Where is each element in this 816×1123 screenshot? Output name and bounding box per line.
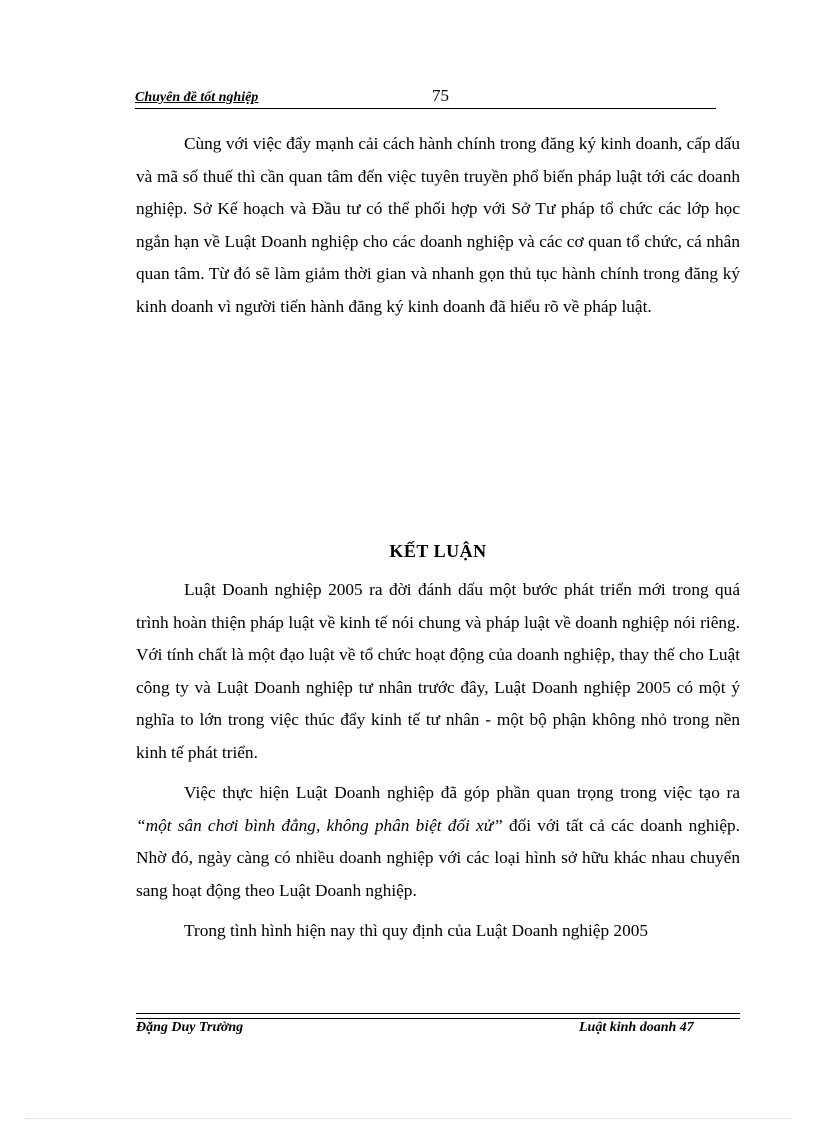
header-title: Chuyên đề tốt nghiệp bbox=[135, 90, 259, 105]
blank-space bbox=[136, 331, 740, 541]
page-edge-divider bbox=[25, 1118, 791, 1119]
section-heading: KẾT LUẬN bbox=[389, 541, 487, 561]
footer-class: Luật kinh doanh 47 bbox=[579, 1020, 694, 1035]
footer-author: Đặng Duy Trường bbox=[136, 1020, 244, 1035]
paragraph-intro: Cùng với việc đẩy mạnh cải cách hành chính trong đăng ký kinh doanh, cấp dấu và mã số thuế thì cần quan tâm đến việc tuyên truyền phổ biến pháp luật tới các doanh nghiệp. Sở Kế hoạch và Đầu tư có thể phối hợp với Sở Tư pháp tổ chức các lớp học ngắn hạn về Luật Doanh nghiệp cho các doanh nghiệp và các cơ quan tổ chức, cá nhân quan tâm. Từ đó sẽ làm giảm thời gian và nhanh gọn thủ tục hành chính trong đăng ký kinh doanh vì người tiến hành đăng ký kinh doanh đã hiểu rõ về pháp luật. bbox=[136, 134, 740, 316]
conclusion-paragraph-2 bbox=[136, 777, 740, 907]
paragraph-2-text-start: Việc thực hiện Luật Doanh nghiệp đã góp phần quan trọng trong việc tạo ra bbox=[184, 783, 740, 802]
conclusion-paragraph-1: Luật Doanh nghiệp 2005 ra đời đánh dấu một bước phát triển mới trong quá trình hoàn thiện pháp luật về kinh tế nói chung và pháp luật về doanh nghiệp nói riêng. Với tính chất là một đạo luật về tổ chức hoạt động của doanh nghiệp, thay thế cho Luật công ty và Luật Doanh nghiệp tư nhân trước đây, Luật Doanh nghiệp 2005 có một ý nghĩa to lớn trong việc thúc đẩy kinh tế tư nhân - một bộ phận không nhỏ trong nền kinh tế phát triển. bbox=[136, 580, 740, 762]
quoted-phrase: “một sân chơi bình đẳng, không phân biệt đối xử” bbox=[136, 815, 503, 835]
conclusion-paragraph-3: Trong tình hình hiện nay thì quy định của Luật Doanh nghiệp 2005 bbox=[184, 921, 648, 940]
page-header bbox=[135, 86, 716, 109]
document-body bbox=[136, 128, 740, 956]
paragraph-2-text-end: đối với tất cả các doanh nghiệp. Nhờ đó, ngày càng có nhiều doanh nghiệp với các loại hình sở hữu khác nhau chuyển sang hoạt động theo Luật Doanh nghiệp. bbox=[136, 815, 740, 900]
footer-divider bbox=[136, 1013, 740, 1019]
page-number: 75 bbox=[432, 86, 449, 105]
